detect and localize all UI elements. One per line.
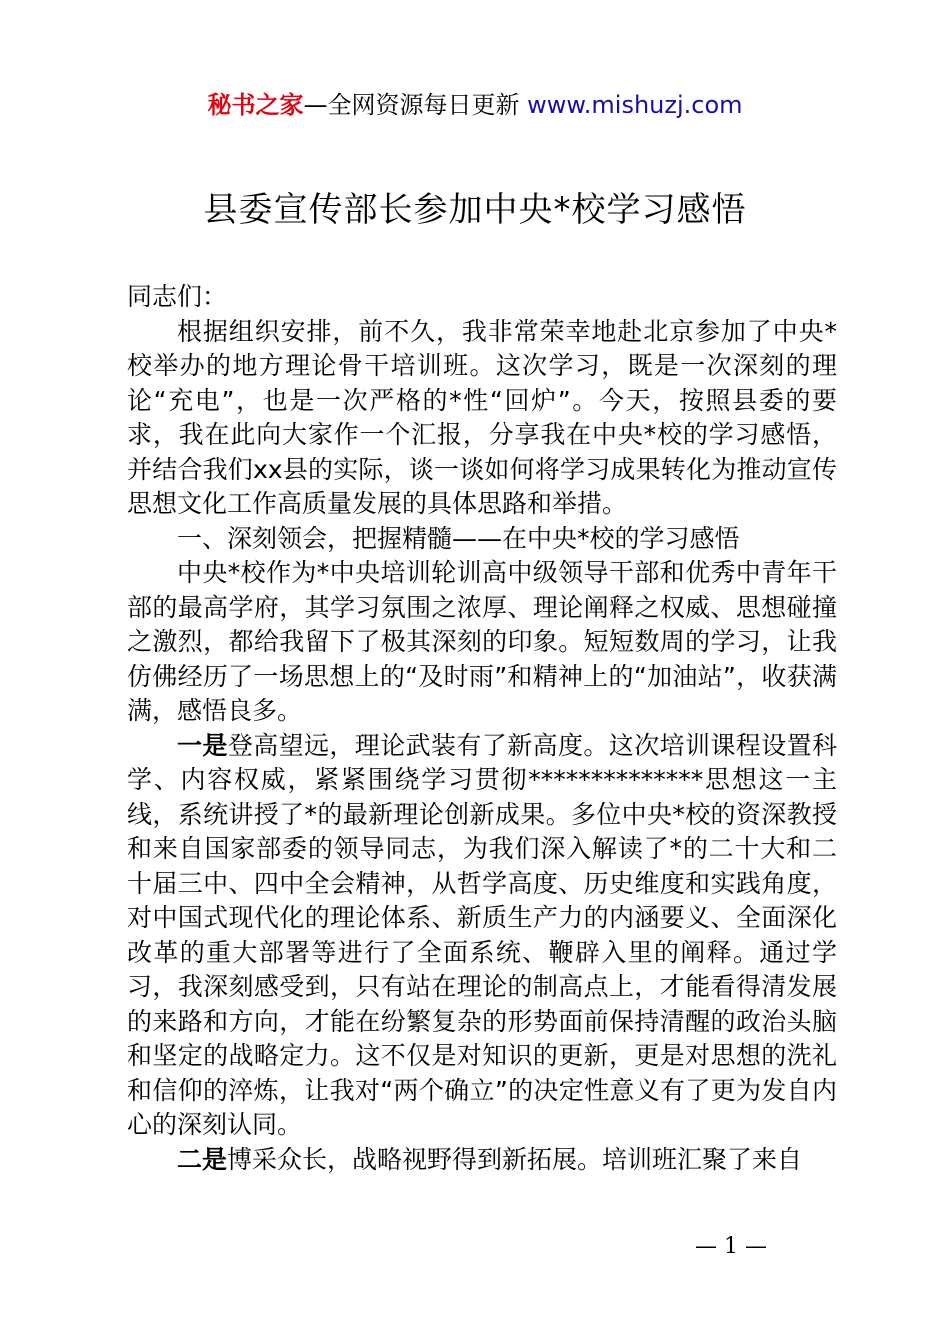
salutation: 同志们： — [127, 282, 228, 311]
paragraph-text: 根据组织安排，前不久，我非常荣幸地赴北京参加了中央*校举办的地方理论骨干培训班。这次学习，既是一次深刻的理论“充电”，也是一次严格的*性“回炉”。今天，按照县委的要求，我在此向大家作一个汇报，分享我在中央*校的学习感悟，并结合我们xx县的实际，谈一谈如何将学习成果转化为推动宣传思想文化工作高质量发展的具体思路和举措。 — [127, 316, 837, 518]
paragraph-text: 中央*校作为*中央培训轮训高中级领导干部和优秀中青年干部的最高学府，其学习氛围之浓厚、理论阐释之权威、思想碰撞之激烈，都给我留下了极其深刻的印象。短短数周的学习，让我仿佛经历了一场思想上的“及时雨”和精神上的“加油站”，收获满满，感悟良多。 — [127, 558, 837, 725]
header-tagline: —全网资源每日更新 — [303, 91, 520, 119]
section-heading-text: 一、深刻领会，把握精髓——在中央*校的学习感悟 — [177, 523, 740, 553]
document-body — [127, 280, 837, 1177]
paragraph-text: 博采众长，战略视野得到新拓展。培训班汇聚了来自 — [227, 1144, 803, 1174]
paragraph — [127, 315, 837, 522]
paragraph-text: 登高望远，理论武装有了新高度。这次培训课程设置科学、内容权威，紧紧围绕学习贯彻**************思想这一主线，系统讲授了*的最新理论创新成果。多位中央*校的资深教授和来自国家部委的领导同志，为我们深入解读了*的二十大和二十届三中、四中全会精神，从哲学高度、历史维度和实践角度，对中国式现代化的理论体系、新质生产力的内涵要义、全面深化改革的重大部署等进行了全面系统、鞭辟入里的阐释。通过学习，我深刻感受到，只有站在理论的制高点上，才能看得清发展的来路和方向，才能在纷繁复杂的形势面前保持清醒的政治头脑和坚定的战略定力。这不仅是对知识的更新，更是对思想的洗礼和信仰的淬炼，让我对“两个确立”的决定性意义有了更为发自内心的深刻认同。 — [127, 730, 837, 1139]
paragraph-lead: 二是 — [177, 1144, 228, 1174]
section-heading — [127, 522, 837, 557]
page-number: — 1 — — [695, 1234, 767, 1259]
site-url-link[interactable]: www.mishuzj.com — [527, 91, 743, 119]
document-title: 县委宣传部长参加中央*校学习感悟 — [203, 190, 747, 230]
site-header — [0, 88, 950, 122]
brand-name: 秘书之家 — [207, 91, 304, 119]
paragraph — [127, 556, 837, 729]
paragraph-lead: 一是 — [177, 730, 228, 760]
paragraph — [127, 1143, 837, 1178]
paragraph — [127, 729, 837, 1143]
